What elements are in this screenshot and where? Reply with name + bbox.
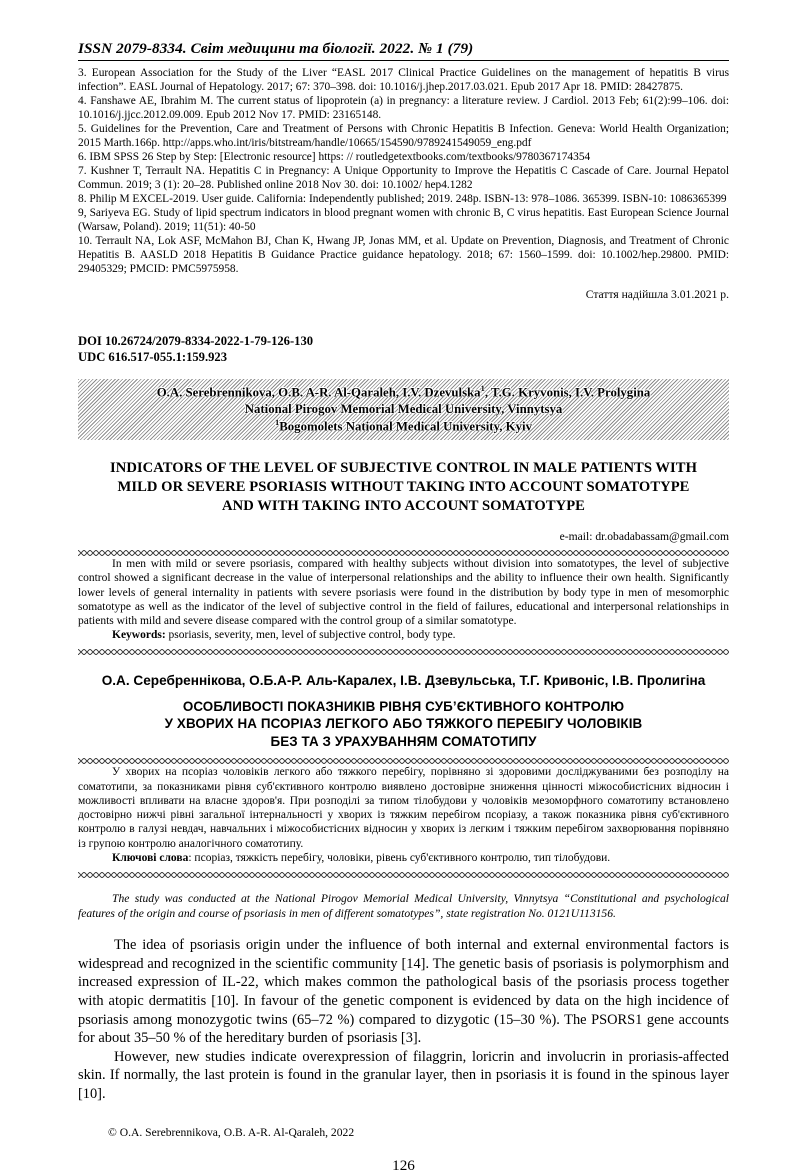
keywords-label-ua: Ключові слова [112, 851, 189, 864]
doi-line: DOI 10.26724/2079-8334-2022-1-79-126-130 [78, 334, 314, 348]
contact-email[interactable]: e-mail: dr.obadabassam@gmail.com [559, 530, 729, 544]
keywords-en-values: psoriasis, severity, men, level of subjective control, body type. [168, 629, 456, 642]
keywords-ua-values: : псоріаз, тяжкість перебігу, чоловіки, рівень суб'єктивного контролю, тип тілобудови. [188, 851, 611, 864]
article-identifiers [78, 333, 729, 366]
abstract-en-text: In men with mild or severe psoriasis, compared with healthy subjects without division into somatotypes, the level of subjective control showed a significant decrease in the value of interpersonal relationships and the ability to influence their own health. Significantly lower levels of general internality in patients with severe psoriasis were found in the distribution by body type in men of mesomorphic somatotype as well as the indicator of the level of subjective control in the field of failures, educational and interpersonal relationships in patients with mild and severe disease compared with the control group of a similar somatotype. [78, 558, 729, 628]
article-title-en [78, 459, 729, 516]
author-affiliation-block [78, 379, 729, 440]
reference-item: 9, Sariyeva EG. Study of lipid spectrum indicators in blood pregnant women with chronic B, C virus hepatitis. East European Science Journal (Warsaw, Poland). 2019; 11(51): 40-50 [78, 207, 729, 234]
body-paragraph: The idea of psoriasis origin under the influence of both internal and external environmental factors is widespread and recognized in the scientific community [14]. The genetic basis of psoriasis is polymorphism and increased expression of IL-22, which makes common the pathological basis of the psoriasis process together with atopic dermatitis [10]. In favour of the genetic component is evidenced by data on the high incidence of psoriasis among monozygotic twins (65–72 %) compared to dizygotic (15–30 %). The PSORS1 gene accounts for about 35–50 % of the hereditary burden of psoriasis [3]. [78, 937, 729, 1047]
reference-item: 10. Terrault NA, Lok ASF, McMahon BJ, Chan K, Hwang JP, Jonas MM, et al. Update on Prevention, Diagnosis, and Treatment of Chronic Hepatitis B. AASLD 2018 Hepatitis B Guidance Practice guidance hepatology. 2018; 67: 1560–1599. doi: 10.1002/hep.29800. PMID: 29405329; PMCID: PMC5975958. [78, 235, 729, 276]
article-title-ua [78, 698, 729, 752]
keywords-label-en: Keywords: [112, 629, 166, 642]
authors-en-line [78, 383, 729, 401]
title-en-line: AND WITH TAKING INTO ACCOUNT SOMATOTYPE [222, 498, 585, 515]
running-head: ISSN 2079-8334. Світ медицини та біології. 2022. № 1 (79) [78, 40, 474, 57]
authors-en-sup: 1 [480, 382, 485, 393]
affiliation-primary: National Pirogov Memorial Medical University, Vinnytsya [244, 401, 563, 416]
affiliation-secondary-sup: 1 [275, 417, 280, 428]
title-ua-line: БЕЗ ТА З УРАХУВАННЯМ СОМАТОТИПУ [270, 734, 537, 750]
body-paragraph: However, new studies indicate overexpression of filaggrin, loricrin and involucrin in proriasis-affected skin. If normally, the last protein is found in the granular layer, then in psoriasis it is found in the spinous layer [10]. [78, 1048, 729, 1102]
copyright-line: © O.A. Serebrennikova, O.B. A-R. Al-Qaraleh, 2022 [108, 1125, 355, 1139]
title-ua-line: ОСОБЛИВОСТІ ПОКАЗНИКІВ РІВНЯ СУБ’ЄКТИВНОГО КОНТРОЛЮ [182, 698, 625, 714]
abstract-ua [78, 765, 729, 865]
affiliation-secondary: Bogomolets National Medical University, Kyiv [279, 419, 532, 434]
zigzag-divider-bottom [78, 871, 729, 878]
zigzag-divider-ua-top [78, 757, 729, 764]
abstract-ua-text: У хворих на псоріаз чоловіків легкого або тяжкого перебігу, порівняно зі здоровими досліджуваними без розподілу на соматотипи, за показниками рівня суб'єктивного контролю виявлено достовірне зниження цінності міжособистісних відносин і можливості впливати на власне здоров'я. При розподілі за типом тілобудови у чоловіків мезоморфного соматотипу встановлено достовірно нижчі рівні загальної інтернальності у хворих із тяжким перебігом псоріазу, а також показника рівня суб'єктивного контролю в галузі невдач, навчальних і міжособистісних відносин у хворих із легким і тяжким перебігом захворювання порівняно із групою контролю аналогічного соматотипу. [78, 766, 729, 850]
zigzag-divider-top [78, 549, 729, 556]
article-body [78, 936, 729, 1103]
reference-item: 5. Guidelines for the Prevention, Care and Treatment of Persons with Chronic Hepatitis B Infection. Geneva: World Health Organization; 2015 Marth.166p. http://apps.who.int/iris/bitstream/handle/10665/154590/9789241549059_eng.pdf [78, 123, 729, 150]
title-ua-line: У ХВОРИХ НА ПСОРІАЗ ЛЕГКОГО АБО ТЯЖКОГО ПЕРЕБІГУ ЧОЛОВІКІВ [164, 716, 643, 732]
page-number: 126 [392, 1156, 415, 1174]
affiliation-secondary-line [78, 417, 729, 435]
authors-en-names: O.A. Serebrennikova, O.B. A-R. Al-Qaraleh, I.V. Dzevulska [156, 384, 481, 399]
reference-item: 8. Philip M EXCEL-2019. User guide. California: Independently published; 2019. 248p. ISBN-13: 978–1086. 365399. ISBN-10: 1086365399 [78, 193, 727, 206]
reference-item: 4. Fanshawe AE, Ibrahim M. The current status of lipoprotein (a) in pregnancy: a literature review. J Cardiol. 2013 Feb; 61(2):99–106. doi: 10.1016/j.jjcc.2012.09.009. Epub 2012 Nov 17. PMID: 23165148. [78, 95, 729, 122]
abstract-en-keywords [78, 628, 729, 642]
zigzag-divider-middle [78, 649, 729, 656]
abstract-ua-keywords [78, 851, 729, 865]
received-date-note: Стаття надійшла 3.01.2021 р. [585, 288, 729, 301]
reference-list [78, 67, 729, 277]
title-en-line: MILD OR SEVERE PSORIASIS WITHOUT TAKING INTO ACCOUNT SOMATOTYPE [117, 479, 690, 496]
reference-item: 7. Kushner T, Terrault NA. Hepatitis C in Pregnancy: A Unique Opportunity to Improve the Hepatitis C Cascade of Care. Journal Hepatol Commun. 2019; 3 (1): 20–28. Published online 2018 Nov 30. doi: 10.1002/ hep4.1282 [78, 165, 729, 192]
funding-note [78, 892, 729, 921]
reference-item: 3. European Association for the Study of the Liver “EASL 2017 Clinical Practice Guidelines on the management of hepatitis B virus infection”. EASL Journal of Hepatology. 2017; 67: 370–398. doi: 10.1016/j.jhep.2017.03.021. Epub 2017 Apr 18. PMID: 28427875. [78, 67, 729, 94]
abstract-en [78, 557, 729, 643]
reference-item: 6. IBM SPSS 26 Step by Step: [Electronic resource] https: // routledgetextbooks.com/textbooks/9780367174354 [78, 151, 591, 164]
title-en-line: INDICATORS OF THE LEVEL OF SUBJECTIVE CONTROL IN MALE PATIENTS WITH [110, 460, 697, 477]
authors-ua: О.А. Серебреннікова, О.Б.А-Р. Аль-Каралех, І.В. Дзевульська, Т.Г. Кривоніс, І.В. Пролигіна [101, 672, 706, 688]
udc-line: UDC 616.517-055.1:159.923 [78, 350, 228, 365]
header-divider [78, 60, 729, 61]
funding-note-text: The study was conducted at the National Pirogov Memorial Medical University, Vinnytsya “Constitutional and psychological features of the origin and course of psoriasis in men of different somatotypes”, state registration No. 0121U113156. [78, 892, 729, 920]
authors-en-names-tail: , T.G. Kryvonis, I.V. Prolygina [484, 384, 651, 399]
